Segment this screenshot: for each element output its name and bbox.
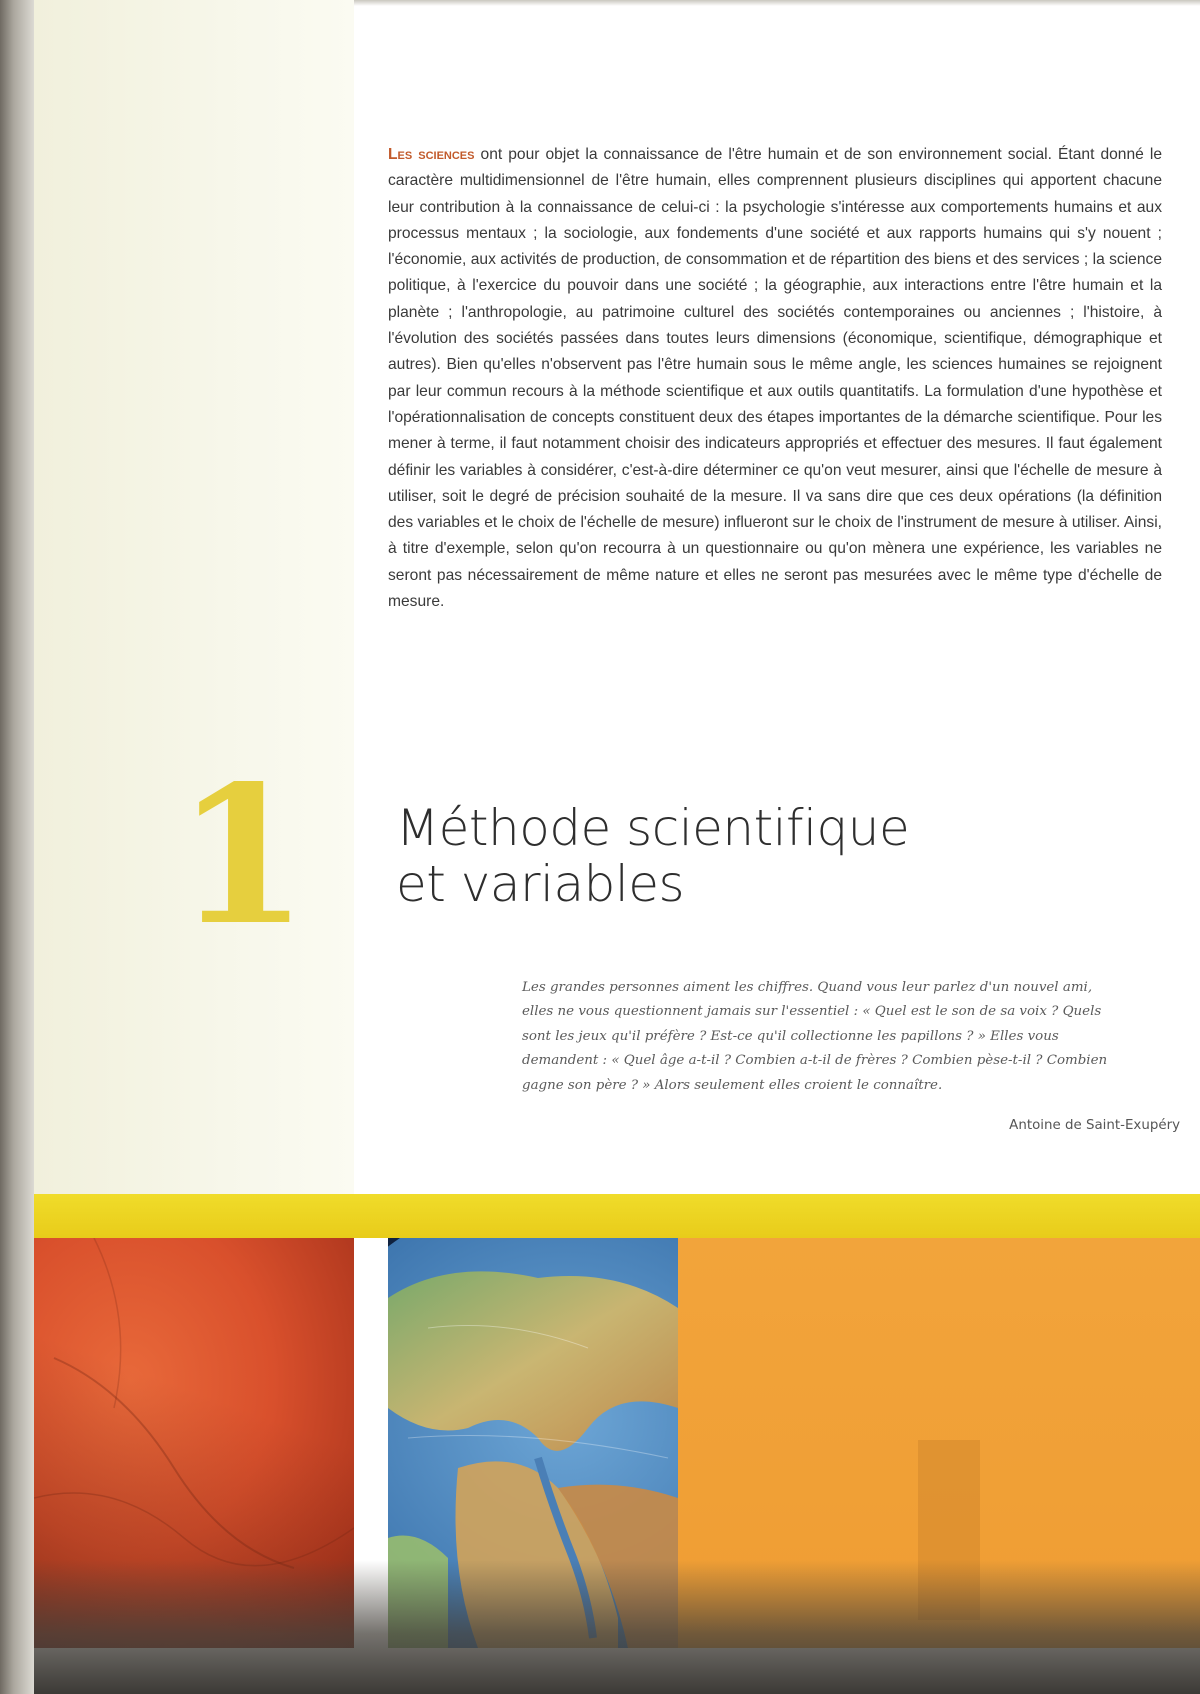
chapter-number: 1 (176, 744, 309, 967)
bottom-shadow (34, 1560, 1200, 1694)
chapter-title-line-1: Méthode scientifique (396, 799, 910, 857)
left-sidebar-panel (34, 0, 354, 1200)
epigraph-author: Antoine de Saint-Exupéry (1009, 1118, 1180, 1133)
yellow-band (34, 1194, 1200, 1238)
intro-text: ont pour objet la connaissance de l'être humain et de son environnement social. Étant donné le caractère multidimensionnel de l'être humain, elles comprennent plusieurs disciplines qui apportent chacune leur contribution à la connaissance de celui-ci : la psychologie s'intéresse aux comportements humains et aux processus mentaux ; la sociologie, aux fondements d'une société et aux rapports humains qui s'y nouent ; l'économie, aux activités de production, de consommation et de répartition des biens et des services ; la science politique, à l'exercice du pouvoir dans une société ; la géographie, aux interactions entre l'être humain et la planète ; l'anthropologie, au patrimoine culturel des sociétés contemporaines ou anciennes ; l'histoire, à l'évolution des sociétés passées dans toutes leurs dimensions (économique, scientifique, démographique et autres). Bien qu'elles n'observent pas l'être humain sous le même angle, les sciences humaines se rejoignent par leur commun recours à la méthode scientifique et aux outils quantitatifs. La formulation d'une hypothèse et l'opérationnalisation de concepts constituent deux des étapes importantes de la démarche scientifique. Pour les mener à terme, il faut notamment choisir des indicateurs appropriés et effectuer des mesures. Il faut également définir les variables à considérer, c'est-à-dire déterminer ce qu'on veut mesurer, ainsi que l'échelle de mesure à utiliser, soit le degré de précision souhaité de la mesure. Il va sans dire que ces deux opérations (la définition des variables et le choix de l'échelle de mesure) influeront sur le choix de l'instrument de mesure à utiliser. Ainsi, à titre d'exemple, selon qu'on recourra à un questionnaire ou qu'on mènera une expérience, les variables ne seront pas nécessairement de même nature et elles ne seront pas mesurées avec le même type d'échelle de mesure. (388, 146, 1162, 611)
intro-paragraph (388, 142, 1162, 615)
epigraph-quote: Les grandes personnes aiment les chiffres. Quand vous leur parlez d'un nouvel ami, elles ne vous questionnent jamais sur l'essentiel : « Quel est le son de sa voix ? Quels sont les jeux qu'il préfère ? Est-ce qu'il collectionne les papillons ? » Elles vous demandent : « Quel âge a-t-il ? Combien a-t-il de frères ? Combien pèse-t-il ? Combien gagne son père ? » Alors seulement elles croient le connaître. (522, 980, 1108, 1093)
intro-lead: Les sciences (388, 146, 475, 163)
book-spine-shadow (0, 0, 34, 1694)
chapter-title (396, 800, 1156, 912)
chapter-title-line-2: et variables (396, 855, 685, 913)
